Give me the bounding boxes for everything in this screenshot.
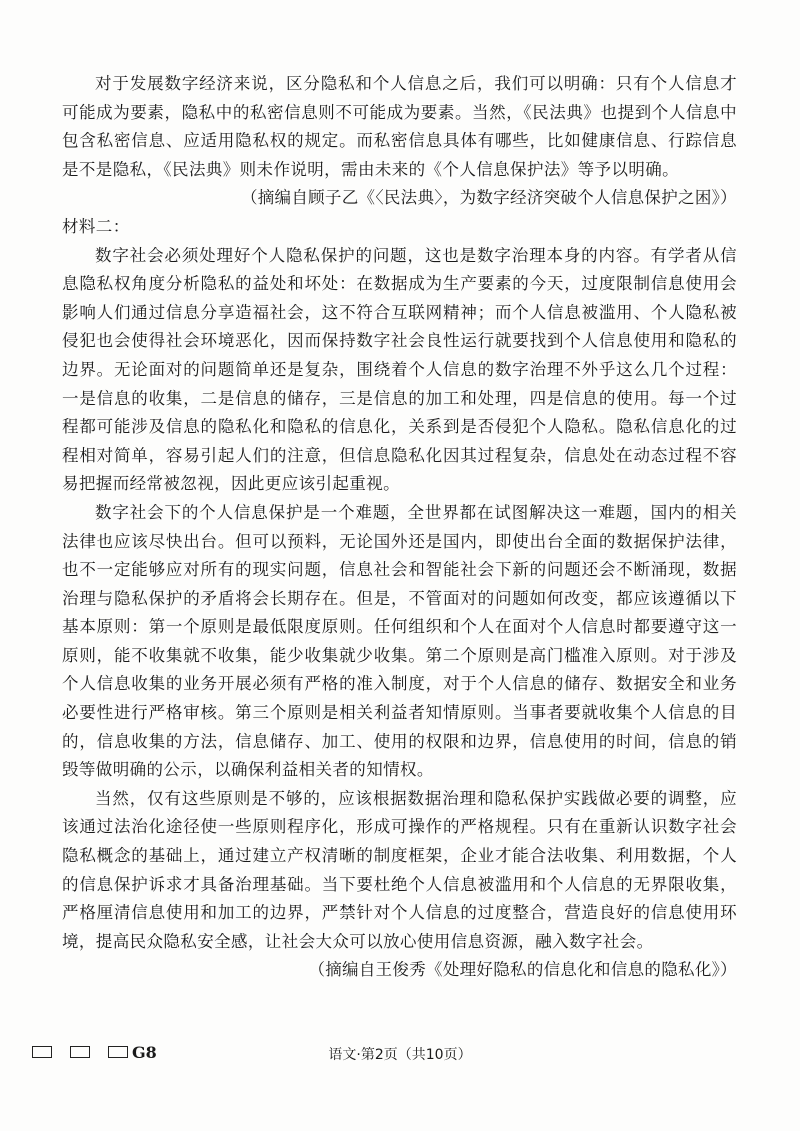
checkbox-square-icon xyxy=(70,1046,90,1058)
source-citation-1: （摘编自顾子乙《〈民法典〉，为数字经济突破个人信息保护之困》） xyxy=(240,188,737,208)
paragraph-material-2-3: 当然，仅有这些原则是不够的，应该根据数据治理和隐私保护实践做必要的调整，应该通过法治化途径使一些原则程序化，形成可操作的严格规程。只有在重新认识数字社会隐私概念的基础上，通过建立产权清晰的制度框架，企业才能合法收集、利用数据，个人的信息保护诉求才具备治理基础。当下要杜绝个人信息被滥用和个人信息的无界限收集，严格厘清信息使用和加工的边界，严禁针对个人信息的过度整合，营造良好的信息使用环境，提高民众隐私安全感，让社会大众可以放心使用信息资源，融入数字社会。 xyxy=(62,788,737,951)
page-footer xyxy=(0,1043,800,1067)
exam-code: G8 xyxy=(132,1043,157,1062)
checkbox-square-icon xyxy=(32,1046,52,1058)
paragraph-material-2-2: 数字社会下的个人信息保护是一个难题，全世界都在试图解决这一难题，国内的相关法律也应该尽快出台。但可以预料，无论国外还是国内，即使出台全面的数据保护法律，也不一定能够应对所有的现实问题，信息社会和智能社会下新的问题还会不断涌现，数据治理与隐私保护的矛盾将会长期存在。但是，不管面对的问题如何改变，都应该遵循以下基本原则：第一个原则是最低限度原则。任何组织和个人在面对个人信息时都要遵守这一原则，能不收集就不收集，能少收集就少收集。第二个原则是高门槛准入原则。对于涉及个人信息收集的业务开展必须有严格的准入制度，对于个人信息的储存、数据安全和业务必要性进行严格审核。第三个原则是相关利益者知情原则。当事者要就收集个人信息的目的，信息收集的方法，信息储存、加工、使用的权限和边界，信息使用的时间，信息的销毁等做明确的公示，以确保利益相关者的知情权。 xyxy=(62,502,737,780)
page-number: 语文·第2页（共10页） xyxy=(328,1047,472,1063)
material-2-heading: 材料二： xyxy=(62,216,130,236)
source-citation-2: （摘编自王俊秀《处理好隐私的信息化和信息的隐私化》） xyxy=(308,960,737,980)
paragraph-material-2-1: 数字社会必须处理好个人隐私保护的问题，这也是数字治理本身的内容。有学者从信息隐私权角度分析隐私的益处和坏处：在数据成为生产要素的今天，过度限制信息使用会影响人们通过信息分享造福社会，这不符合互联网精神；而个人信息被滥用、个人隐私被侵犯也会使得社会环境恶化，因而保持数字社会良性运行就要找到个人信息使用和隐私的边界。无论面对的问题简单还是复杂，围绕着个人信息的数字治理不外乎这么几个过程：一是信息的收集，二是信息的储存，三是信息的加工和处理，四是信息的使用。每一个过程都可能涉及信息的隐私化和隐私的信息化，关系到是否侵犯个人隐私。隐私信息化的过程相对简单，容易引起人们的注意，但信息隐私化因其过程复杂，信息处在动态过程不容易把握而经常被忽视，因此更应该引起重视。 xyxy=(62,245,737,494)
checkbox-square-icon xyxy=(108,1046,128,1058)
paragraph-material-1-end: 对于发展数字经济来说，区分隐私和个人信息之后，我们可以明确：只有个人信息才可能成为要素，隐私中的私密信息则不可能成为要素。当然，《民法典》也提到个人信息中包含私密信息、应适用隐私权的规定。而私密信息具体有哪些，比如健康信息、行踪信息是不是隐私，《民法典》则未作说明，需由未来的《个人信息保护法》等予以明确。 xyxy=(62,74,737,179)
text-body xyxy=(62,70,737,985)
answer-boxes xyxy=(32,1046,128,1058)
